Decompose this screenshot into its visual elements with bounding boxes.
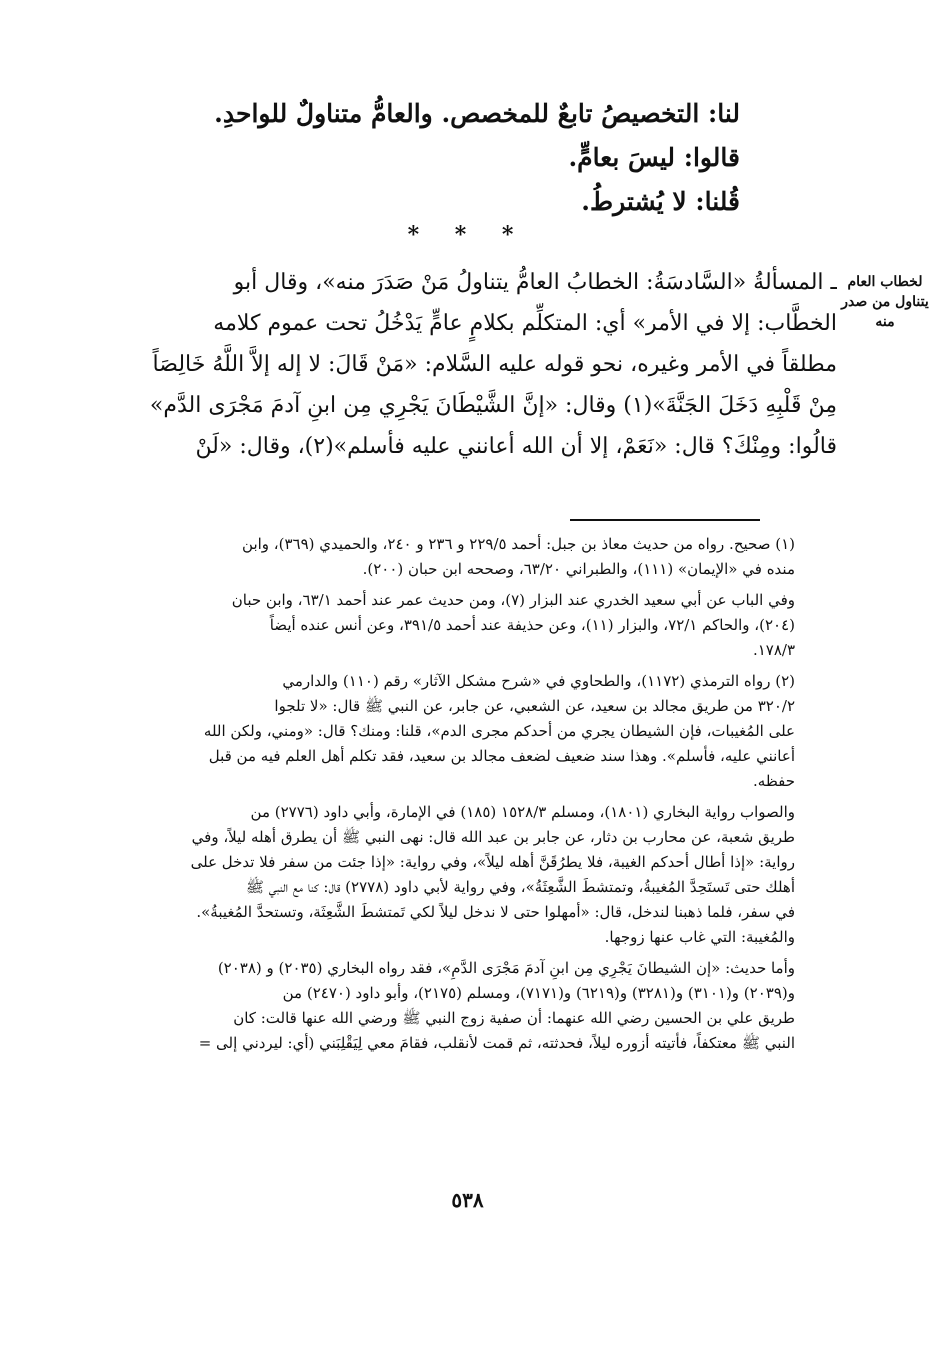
footnote-line: و(٢٠٣٩) و(٣١٠١) و(٣٢٨١) و(٦٢١٩) و(٧١٧١)، ومسلم (٢١٧٥)، وأبو داود (٢٤٧٠) من <box>282 984 795 1002</box>
main-paragraph <box>67 262 837 467</box>
heading-lines <box>180 92 740 224</box>
main-line: الخطَّاب: إلا في الأمر» أي: المتكلِّم بكلامٍ عامٍّ يَدْخُلُ تحت عموم كلامه <box>213 311 837 336</box>
main-line: مِنْ قَلْبِهِ دَخَلَ الجَنَّةَ»(١) وقال: «إنَّ الشَّيْطَانَ يَجْرِي مِن ابنِ آدمَ مَجْرَى الدَّم» <box>149 393 837 418</box>
footnote-line: أعانني عليه، فأسلم». وهذا سند ضعيف لضعف مجالد بن سعيد، فقد تكلم أهل العلم فيه من قبل <box>208 747 795 765</box>
section-separator: * * * <box>407 222 528 248</box>
footnote-line: وفي الباب عن أبي سعيد الخدري عند البزار (٧)، ومن حديث عمر عند أحمد ٦٣/١، وابن حبان <box>231 591 795 609</box>
footnote-line: (٢) رواه الترمذي (١١٧٢)، والطحاوي في «شرح مشكل الآثار» رقم (١١٠) والدارمي <box>282 672 795 690</box>
footnote-line: منده في «الإيمان» (١١١)، والطبراني ٦٣/٢٠، وصححه ابن حبان (٢٠٠). <box>362 560 795 578</box>
footnote-block <box>105 588 795 663</box>
footnotes <box>105 532 795 1062</box>
footnote-line: حفظه. <box>753 772 795 790</box>
heading-line: لنا: التخصيصُ تابعٌ للمخصص. والعامُّ متناولٌ للواحدِ. <box>214 99 740 128</box>
heading-line: قُلنا: لا يُشترطُ. <box>581 187 740 216</box>
footnote-line: (٢٠٤)، والحاكم ٧٢/١، والبزار (١١)، وعن حذيفة عند أحمد ٣٩١/٥، وعن أنس عنده أيضاً <box>269 616 795 634</box>
footnote-line: وأما حديث: «إن الشيطانَ يَجْرِي مِن ابنِ آدمَ مَجْرَى الدَّمِ»، فقد رواه البخاري (٢٠٣٥) و (٢٠٣٨) <box>217 959 795 977</box>
footnote-line: والصواب رواية البخاري (١٨٠١)، ومسلم ١٥٢٨/٣ (١٨٥) في الإمارة، وأبي داود (٢٧٧٦) من <box>250 803 795 821</box>
footnote-block <box>105 669 795 794</box>
footnote-line: على المُغيبات، فإن الشيطان يجري من أحدكم مجرى الدم»، قلنا: ومنك؟ قال: «ومني، ولكن الله <box>203 722 795 740</box>
footnote-line: رواية: «إذا أطال أحدكم الغيبة، فلا يطرُقَنَّ أهله ليلاً»، وفي رواية: «إذا جئت من سفر فلا تدخل على <box>190 853 795 871</box>
footnote-line: ١٧٨/٣. <box>752 641 795 659</box>
footnote-line: (١) صحيح. رواه من حديث معاذ بن جبل: أحمد ٢٢٩/٥ و ٢٣٦ و ٢٤٠، والحميدي (٣٦٩)، وابن <box>242 535 795 553</box>
footnote-line: طريق علي بن الحسين رضي الله عنهما: أن صفية زوج النبي ﷺ ورضي الله عنها قالت: كان <box>233 1009 795 1027</box>
footnote-line: ٣٢٠/٢ من طريق مجالد بن سعيد، عن الشعبي، عن جابر، عن النبي ﷺ قال: «لا تلجوا <box>274 697 795 715</box>
footnote-separator-rule <box>570 519 760 521</box>
main-line: قالُوا: ومِنْكَ؟ قال: «نَعَمْ، إلا أن الله أعانني عليه فأسلم»(٢)، وقال: «لَنْ <box>195 434 837 459</box>
footnote-block <box>105 956 795 1056</box>
footnote-block <box>105 800 795 950</box>
heading-line: قالوا: ليسَ بعامٍّ. <box>568 143 740 172</box>
footnote-line: أهلك حتى تَستَحِدَّ المُغيبةُ، وتمتشطَ الشَّعِثَةُ»، وفي رواية لأبي داود (٢٧٧٨) قال: كنا مع النبي ﷺ <box>245 878 795 896</box>
footnote-line: في سفر، فلما ذهبنا لندخل، قال: «أمهلوا حتى لا ندخل ليلاً لكي تَمتشطَ الشَّعِثَة، وتستحدَّ المُغيبةُ». <box>196 903 795 921</box>
footnote-line: النبي ﷺ معتكفاً، فأتيته أزوره ليلاً، فحدثته، ثم قمت لأنقلب، فقامَ معي لِيَقْلِبَني (أي: ليردني إلى = <box>198 1034 795 1052</box>
footnote-line: والمُغيبة: التي غاب عنها زوجها. <box>604 928 795 946</box>
main-line: ـ المسألةُ «السَّادسَةُ: الخطابُ العامُّ يتناولُ مَنْ صَدَرَ منه»، وقال أبو <box>233 270 837 295</box>
page-number: ٥٣٨ <box>451 1188 484 1212</box>
footnote-block <box>105 532 795 582</box>
margin-note: لخطاب العام يتناول من صدر منه <box>841 274 929 330</box>
footnote-line: طريق شعبة، عن محارب بن دثار، عن جابر بن عبد الله قال: نهى النبي ﷺ أن يطرق أهله ليلاً، وفي <box>191 828 795 846</box>
main-line: مطلقاً في الأمر وغيره، نحو قوله عليه السَّلام: «مَنْ قَالَ: لا إله إلاَّ اللَّهُ خَالِصَاً <box>152 352 837 377</box>
